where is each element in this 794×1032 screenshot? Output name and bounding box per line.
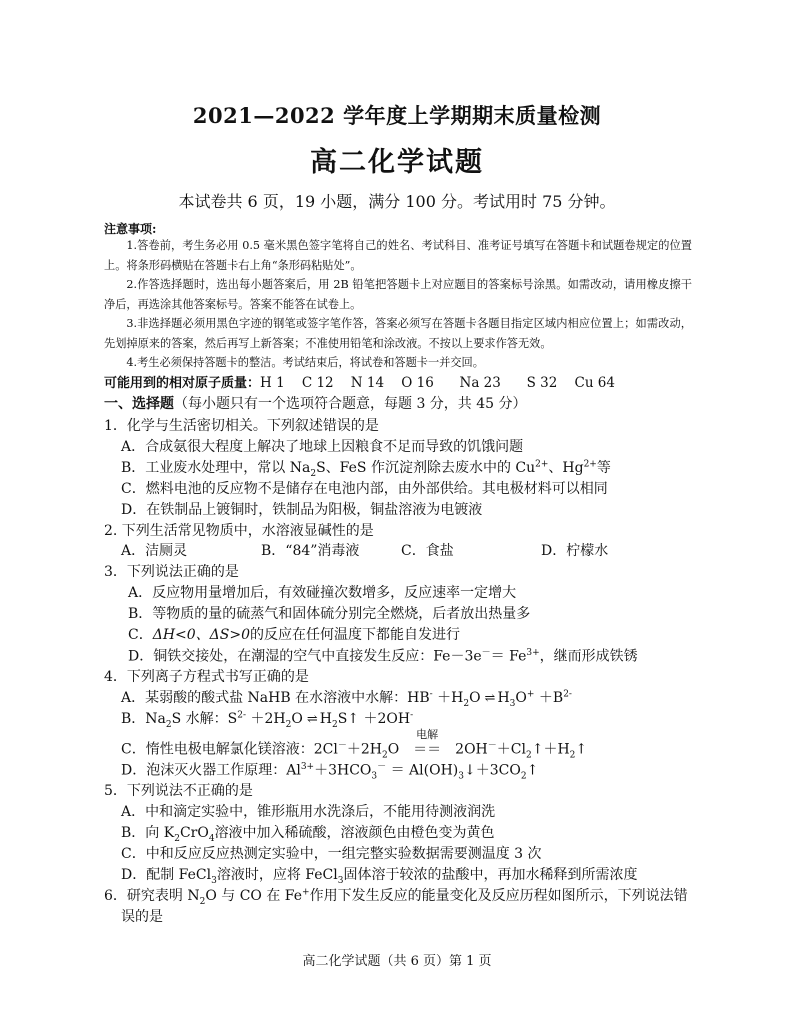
question-3-stem: 3．下列说法正确的是 (104, 564, 239, 580)
q2-option-c: C．食盐 (401, 543, 454, 559)
q3-option-b: B．等物质的量的硫蒸气和固体硫分别完全燃烧，后者放出热量多 (128, 606, 531, 622)
q2-option-d: D．柠檬水 (541, 543, 609, 559)
q2-options (121, 540, 661, 560)
q5-option-a: A．中和滴定实验中，锥形瓶用水洗涤后，不能用待测液润洗 (121, 804, 496, 820)
q5-option-d: D．配制 FeCl$_3$溶液时，应将 FeCl$_3$固体溶于较浓的盐酸中，再加水稀释到所需浓度 (121, 867, 638, 886)
note-item: 1.答卷前，考生务必用 0.5 毫米黑色签字笔将自己的姓名、考试科目、准考证号填写在答题卡和试题卷规定的位置上。将条形码横贴在答题卡右上角“条形码粘贴处”。 (104, 239, 692, 272)
q3-option-a: A．反应物用量增加后，有效碰撞次数增多，反应速率一定增大 (128, 585, 517, 601)
exam-info: 本试卷共 6 页，19 小题，满分 100 分。考试用时 75 分钟。 (178, 192, 616, 211)
subject-title: 高二化学试题 (310, 147, 484, 178)
q4-option-b: B．$Na_2S$ 水解：$S^{2-} +2H_2O$ ⇌ $H_2S↑ +2OH^-$ (121, 710, 414, 730)
q2-option-a: A．洁厕灵 (121, 543, 188, 559)
question-4-stem: 4．下列离子方程式书写正确的是 (104, 669, 309, 685)
q1-option-c: C．燃料电池的反应物不是储存在电池内部，由外部供给。其电极材料可以相同 (121, 481, 608, 497)
q1-option-b: B．工业废水处理中，常以 $Na_2S$、FeS 作沉淀剂除去废水中的 $Cu^{2+}$、$Hg^{2+}$等 (121, 459, 611, 479)
q4-option-d: D．泡沫灭火器工作原理：$Al^{3+}+3HCO_3^-$ ＝ $Al(OH)_3↓+3CO_2↑$ (121, 762, 539, 782)
q3-option-c: C．ΔH<0、ΔS>0的反应在任何温度下都能自发进行 (128, 627, 461, 643)
atomic-masses (104, 372, 615, 391)
q3-option-d: D．铜铁交接处，在潮湿的空气中直接发生反应：$Fe-3e^-= Fe^{3+}$，继而形成铁锈 (128, 648, 638, 665)
question-2-stem: 2. 下列生活常见物质中，水溶液显碱性的是 (104, 523, 374, 539)
notes-heading: 注意事项: (104, 222, 157, 236)
atomic-masses-label: 可能用到的相对原子质量： (104, 376, 261, 391)
note-item: 2.作答选择题时，选出每小题答案后，用 2B 铅笔把答题卡上对应题目的答案标号涂黑。如需改动，请用橡皮擦干净后，再选涂其他答案标号。答案不能答在试卷上。 (104, 278, 692, 311)
equilibrium-arrow-icon: ⇌ (484, 691, 494, 706)
exam-title: 2021—2022 学年度上学期期末质量检测 (192, 103, 602, 128)
q1-option-a: A．合成氨很大程度上解决了地球上因粮食不足而导致的饥饿问题 (121, 439, 524, 455)
page-footer: 高二化学试题（共 6 页）第 1 页 (302, 954, 492, 969)
atomic-masses-values: H 1 C 12 N 14 O 16 Na 23 S 32 Cu 64 (260, 375, 615, 391)
q4-option-c: C．惰性电极电解氯化镁溶液：$2Cl^-+2H_2O$ 电解 ＝＝ $2OH^-+Cl_2↑+H_2↑$ (121, 727, 588, 761)
q4-option-a: A．某弱酸的酸式盐 NaHB 在水溶液中水解：$HB^- +H_2O$ ⇌ $H_3O^+ +B^{2-}$ (121, 689, 572, 709)
note-item: 3.非选择题必须用黑色字迹的钢笔或签字笔作答，答案必须写在答题卡各题目指定区域内相应位置上；如需改动，先划掉原来的答案，然后再写上新答案；不准使用铅笔和涂改液。不按以上要求作答无效。 (104, 317, 692, 350)
note-item: 4.考生必须保持答题卡的整洁。考试结束后，将试卷和答题卡一并交回。 (126, 356, 484, 369)
question-5-stem: 5．下列说法不正确的是 (104, 783, 253, 799)
equilibrium-arrow-icon: ⇌ (306, 712, 316, 727)
section-desc: （每小题只有一个选项符合题意，每题 3 分，共 45 分） (174, 396, 527, 412)
q1-option-d: D．在铁制品上镀铜时，铁制品为阳极，铜盐溶液为电镀液 (121, 502, 483, 518)
q5-option-b: B．向 $K_2CrO_4$溶液中加入稀硫酸，溶液颜色由橙色变为黄色 (121, 825, 495, 844)
q2-option-b: B．“84”消毒液 (261, 543, 360, 559)
notes-list (104, 236, 692, 373)
question-6-stem-cont: 误的是 (121, 909, 163, 925)
question-6-stem: 6．研究表明 $N_2O$ 与 CO 在 Fe+作用下发生反应的能量变化及反应历程如图所示，下列说法错 (104, 887, 688, 907)
q5-option-c: C．中和反应反应热测定实验中，一组完整实验数据需要测温度 3 次 (121, 846, 542, 862)
electrolysis-condition: 电解 ＝＝ (413, 727, 442, 758)
question-1-stem: 1．化学与生活密切相关。下列叙述错误的是 (104, 418, 379, 434)
section-title: 一、选择题 (104, 396, 174, 412)
section-heading (104, 393, 527, 413)
